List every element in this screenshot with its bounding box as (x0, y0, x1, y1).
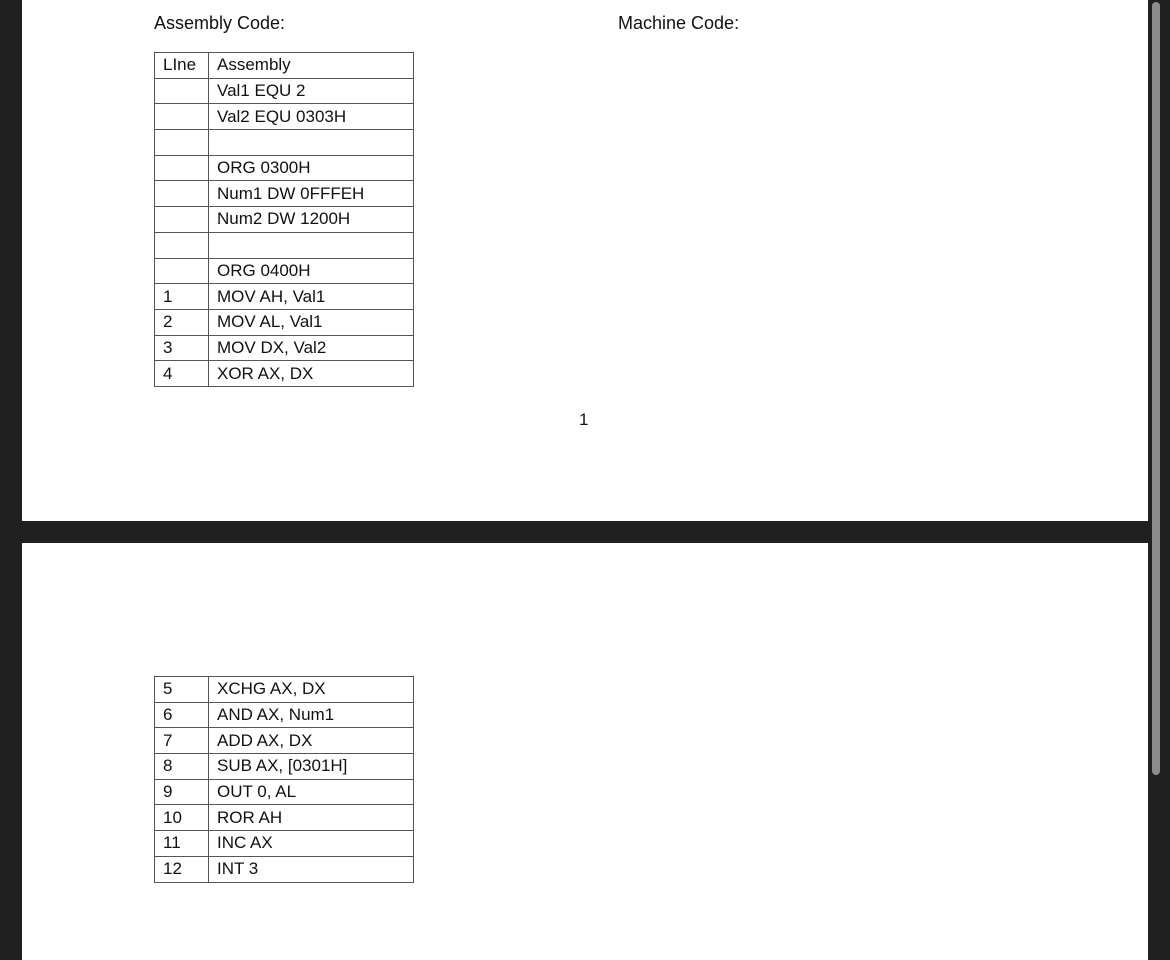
table-row (155, 779, 414, 805)
table-row (155, 258, 414, 284)
line-number-cell: 11 (155, 831, 209, 857)
line-number-cell: 6 (155, 702, 209, 728)
line-number-cell: 4 (155, 361, 209, 387)
document-page-1 (22, 0, 1148, 521)
table-row (155, 284, 414, 310)
assembly-cell: OUT 0, AL (209, 779, 414, 805)
line-number-cell: 5 (155, 677, 209, 703)
assembly-cell: ROR AH (209, 805, 414, 831)
page-number: 1 (579, 410, 589, 429)
assembly-cell: MOV DX, Val2 (209, 335, 414, 361)
assembly-table-part-1 (154, 52, 414, 387)
assembly-cell: MOV AH, Val1 (209, 284, 414, 310)
scrollbar-thumb[interactable] (1152, 2, 1160, 775)
assembly-table-part-2 (154, 676, 414, 883)
line-number-cell (155, 78, 209, 104)
line-number-cell (155, 181, 209, 207)
assembly-cell (209, 232, 414, 258)
assembly-cell: ORG 0400H (209, 258, 414, 284)
assembly-cell: INC AX (209, 831, 414, 857)
assembly-cell: ADD AX, DX (209, 728, 414, 754)
assembly-cell: INT 3 (209, 856, 414, 882)
line-number-cell: 3 (155, 335, 209, 361)
table-row (155, 181, 414, 207)
line-column-header: LIne (155, 53, 209, 79)
machine-code-heading: Machine Code: (618, 13, 740, 33)
assembly-cell: MOV AL, Val1 (209, 309, 414, 335)
assembly-code-heading: Assembly Code: (154, 13, 286, 33)
table-row (155, 155, 414, 181)
table-header-row (155, 53, 414, 79)
line-number-cell (155, 258, 209, 284)
assembly-cell: XOR AX, DX (209, 361, 414, 387)
table-row (155, 702, 414, 728)
table-row (155, 335, 414, 361)
assembly-cell: XCHG AX, DX (209, 677, 414, 703)
line-number-cell (155, 207, 209, 233)
assembly-cell: ORG 0300H (209, 155, 414, 181)
line-number-cell (155, 232, 209, 258)
assembly-cell: Val2 EQU 0303H (209, 104, 414, 130)
table-row (155, 754, 414, 780)
line-number-cell: 10 (155, 805, 209, 831)
assembly-column-header: Assembly (209, 53, 414, 79)
line-number-cell: 8 (155, 754, 209, 780)
table-row (155, 831, 414, 857)
table-row (155, 207, 414, 233)
document-page-2 (22, 543, 1148, 960)
table-row (155, 232, 414, 258)
table-row (155, 728, 414, 754)
table-row (155, 856, 414, 882)
table-row (155, 805, 414, 831)
line-number-cell (155, 130, 209, 156)
assembly-cell: AND AX, Num1 (209, 702, 414, 728)
line-number-cell: 9 (155, 779, 209, 805)
assembly-cell: Val1 EQU 2 (209, 78, 414, 104)
assembly-cell (209, 130, 414, 156)
table-row (155, 677, 414, 703)
table-row (155, 78, 414, 104)
table-row (155, 130, 414, 156)
line-number-cell (155, 104, 209, 130)
assembly-cell: SUB AX, [0301H] (209, 754, 414, 780)
line-number-cell: 7 (155, 728, 209, 754)
line-number-cell: 2 (155, 309, 209, 335)
assembly-cell: Num1 DW 0FFFEH (209, 181, 414, 207)
table-row (155, 104, 414, 130)
line-number-cell: 1 (155, 284, 209, 310)
assembly-cell: Num2 DW 1200H (209, 207, 414, 233)
table-row (155, 309, 414, 335)
line-number-cell (155, 155, 209, 181)
table-row (155, 361, 414, 387)
line-number-cell: 12 (155, 856, 209, 882)
